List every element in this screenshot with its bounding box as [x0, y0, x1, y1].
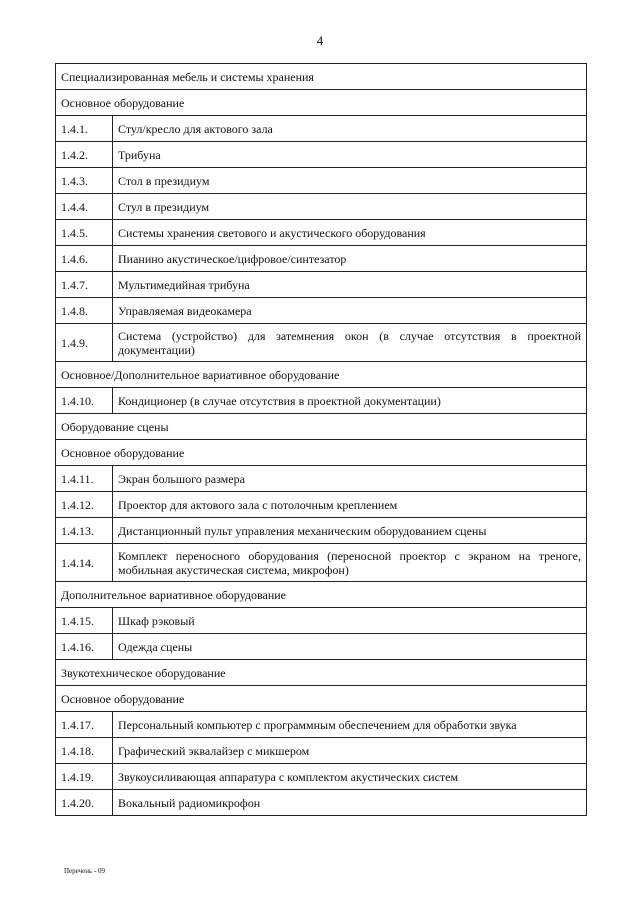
section-row [56, 440, 587, 466]
item-number: 1.4.18. [56, 738, 113, 764]
table-row [56, 194, 587, 220]
item-number: 1.4.10. [56, 388, 113, 414]
item-number: 1.4.14. [56, 544, 113, 582]
item-number: 1.4.3. [56, 168, 113, 194]
table-row [56, 272, 587, 298]
section-title: Основное оборудование [56, 686, 587, 712]
item-name: Стул в президиум [113, 194, 587, 220]
table-row [56, 116, 587, 142]
item-name: Персональный компьютер с программным обеспечением для обработки звука [113, 712, 587, 738]
item-number: 1.4.13. [56, 518, 113, 544]
section-title: Дополнительное вариативное оборудование [56, 582, 587, 608]
item-name: Стол в президиум [113, 168, 587, 194]
item-name: Мультимедийная трибуна [113, 272, 587, 298]
table-row [56, 518, 587, 544]
table-row [56, 738, 587, 764]
item-name: Трибуна [113, 142, 587, 168]
section-title: Оборудование сцены [56, 414, 587, 440]
footer-text: Перечень - 09 [64, 867, 105, 875]
table-row [56, 246, 587, 272]
table-row [56, 544, 587, 582]
equipment-table-body [56, 64, 587, 816]
equipment-table [55, 63, 587, 816]
section-title: Основное оборудование [56, 440, 587, 466]
table-row [56, 492, 587, 518]
item-name: Звукоусиливающая аппаратура с комплектом акустических систем [113, 764, 587, 790]
item-name: Система (устройство) для затемнения окон (в случае отсутствия в проектной документации) [113, 324, 587, 362]
table-row [56, 466, 587, 492]
section-row [56, 660, 587, 686]
item-name: Комплект переносного оборудования (переносной проектор с экраном на треноге, мобильная акустическая система, микрофон) [113, 544, 587, 582]
item-number: 1.4.1. [56, 116, 113, 142]
section-row [56, 90, 587, 116]
item-number: 1.4.17. [56, 712, 113, 738]
section-row [56, 582, 587, 608]
section-row [56, 64, 587, 90]
item-number: 1.4.12. [56, 492, 113, 518]
table-row [56, 790, 587, 816]
item-name: Дистанционный пульт управления механическим оборудованием сцены [113, 518, 587, 544]
section-title: Специализированная мебель и системы хранения [56, 64, 587, 90]
item-name: Системы хранения светового и акустического оборудования [113, 220, 587, 246]
table-row [56, 388, 587, 414]
item-name: Проектор для актового зала с потолочным креплением [113, 492, 587, 518]
item-number: 1.4.20. [56, 790, 113, 816]
section-title: Основное/Дополнительное вариативное оборудование [56, 362, 587, 388]
item-name: Кондиционер (в случае отсутствия в проектной документации) [113, 388, 587, 414]
table-row [56, 324, 587, 362]
table-row [56, 764, 587, 790]
item-name: Шкаф рэковый [113, 608, 587, 634]
table-row [56, 298, 587, 324]
table-row [56, 608, 587, 634]
item-name: Стул/кресло для актового зала [113, 116, 587, 142]
table-row [56, 220, 587, 246]
section-title: Основное оборудование [56, 90, 587, 116]
item-number: 1.4.9. [56, 324, 113, 362]
section-row [56, 686, 587, 712]
item-number: 1.4.11. [56, 466, 113, 492]
item-number: 1.4.16. [56, 634, 113, 660]
table-row [56, 634, 587, 660]
section-row [56, 362, 587, 388]
item-number: 1.4.5. [56, 220, 113, 246]
item-number: 1.4.7. [56, 272, 113, 298]
item-name: Одежда сцены [113, 634, 587, 660]
item-name: Пианино акустическое/цифровое/синтезатор [113, 246, 587, 272]
item-number: 1.4.2. [56, 142, 113, 168]
item-number: 1.4.15. [56, 608, 113, 634]
item-name: Вокальный радиомикрофон [113, 790, 587, 816]
item-name: Графический эквалайзер с микшером [113, 738, 587, 764]
item-number: 1.4.4. [56, 194, 113, 220]
page-number: 4 [316, 33, 324, 48]
item-name: Управляемая видеокамера [113, 298, 587, 324]
table-row [56, 712, 587, 738]
section-row [56, 414, 587, 440]
section-title: Звукотехническое оборудование [56, 660, 587, 686]
item-number: 1.4.19. [56, 764, 113, 790]
table-row [56, 142, 587, 168]
item-name: Экран большого размера [113, 466, 587, 492]
table-row [56, 168, 587, 194]
item-number: 1.4.8. [56, 298, 113, 324]
item-number: 1.4.6. [56, 246, 113, 272]
